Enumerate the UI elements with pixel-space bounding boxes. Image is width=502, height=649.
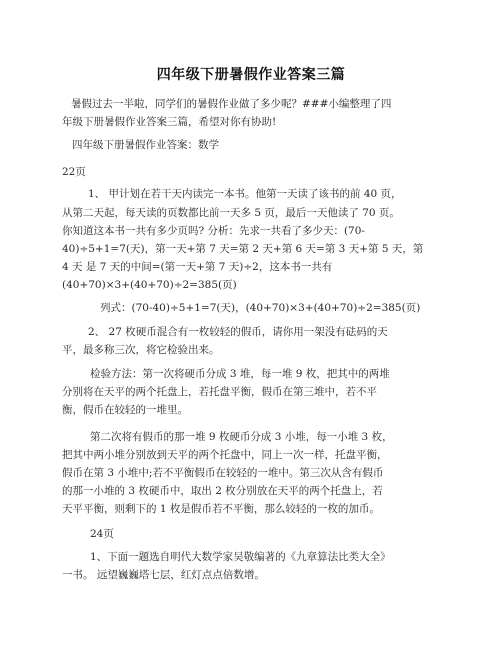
text-line: 年级下册暑假作业答案三篇，希望对你有协助! — [62, 116, 277, 128]
text-line: 衡，假币在较轻的一堆里。 — [62, 404, 188, 416]
text-line: 暑假过去一半啦，同学们的暑假作业做了多少呢？###小编整理了四 — [71, 98, 392, 110]
text-line: 40)÷5+1=7(天)，第一天+第 7 天=第 2 天+第 6 天=第 3 天+第 5 天，第 — [62, 243, 424, 255]
text-line: 列式：(70-40)÷5+1=7(天)，(40+70)×3+(40+70)÷2=385(页) — [100, 302, 421, 314]
text-line: 分别将在天平的两个托盘上，若托盘平衡，假币在第三堆中，若不平 — [62, 386, 377, 398]
text-line: 检验方法：第一次将硬币分成 3 堆，每一堆 9 枚，把其中的两堆 — [90, 368, 390, 380]
text-line: 第二次将有假币的那一堆 9 枚硬币分成 3 小堆，每一小堆 3 枚， — [90, 431, 393, 443]
text-line: 平，最多称三次，将它检验出来。 — [62, 344, 220, 356]
text-line: 从第二天起，每天读的页数都比前一天多 5 页，最后一天他读了 70 页。 — [62, 207, 400, 219]
text-line: (40+70)×3+(40+70)÷2=385(页) — [62, 279, 237, 291]
section-heading: 24页 — [90, 528, 114, 540]
text-line: 1、 甲计划在若干天内读完一本书。他第一天读了该书的前 40 页， — [88, 188, 402, 200]
text-line: 天平平衡，则剩下的 1 枚是假币若不平衡，那么较轻的一枚的加币。 — [62, 503, 380, 515]
section-heading: 22页 — [62, 166, 86, 178]
text-line: 四年级下册暑假作业答案：数学 — [72, 139, 219, 151]
text-line: 假币在第 3 小堆中;若不平衡假币在较轻的一堆中。第三次从含有假币 — [62, 467, 384, 479]
text-line: 1、下面一题选自明代大数学家吴敬编著的《九章算法比类大全》 — [90, 551, 391, 563]
text-line: 4 天 是 7 天的中间=(第一天+第 7 天)÷2，这本书一共有 — [62, 261, 333, 273]
text-line: 你知道这本书一共有多少页吗? 分析：先求一共看了多少天：(70- — [62, 225, 365, 237]
text-line: 一书。 远望巍巍塔七层，红灯点点倍数增。 — [62, 569, 265, 581]
text-line: 2、 27 枚硬币混合有一枚较轻的假币，请你用一架没有砝码的天 — [88, 326, 388, 338]
text-line: 的那一小堆的 3 枚硬币中，取出 2 枚分别放在天平的两个托盘上，若 — [62, 485, 383, 497]
document-title: 四年级下册暑假作业答案三篇 — [156, 67, 346, 83]
text-line: 把其中两小堆分别放到天平的两个托盘中，同上一次一样，托盘平衡， — [62, 449, 388, 461]
